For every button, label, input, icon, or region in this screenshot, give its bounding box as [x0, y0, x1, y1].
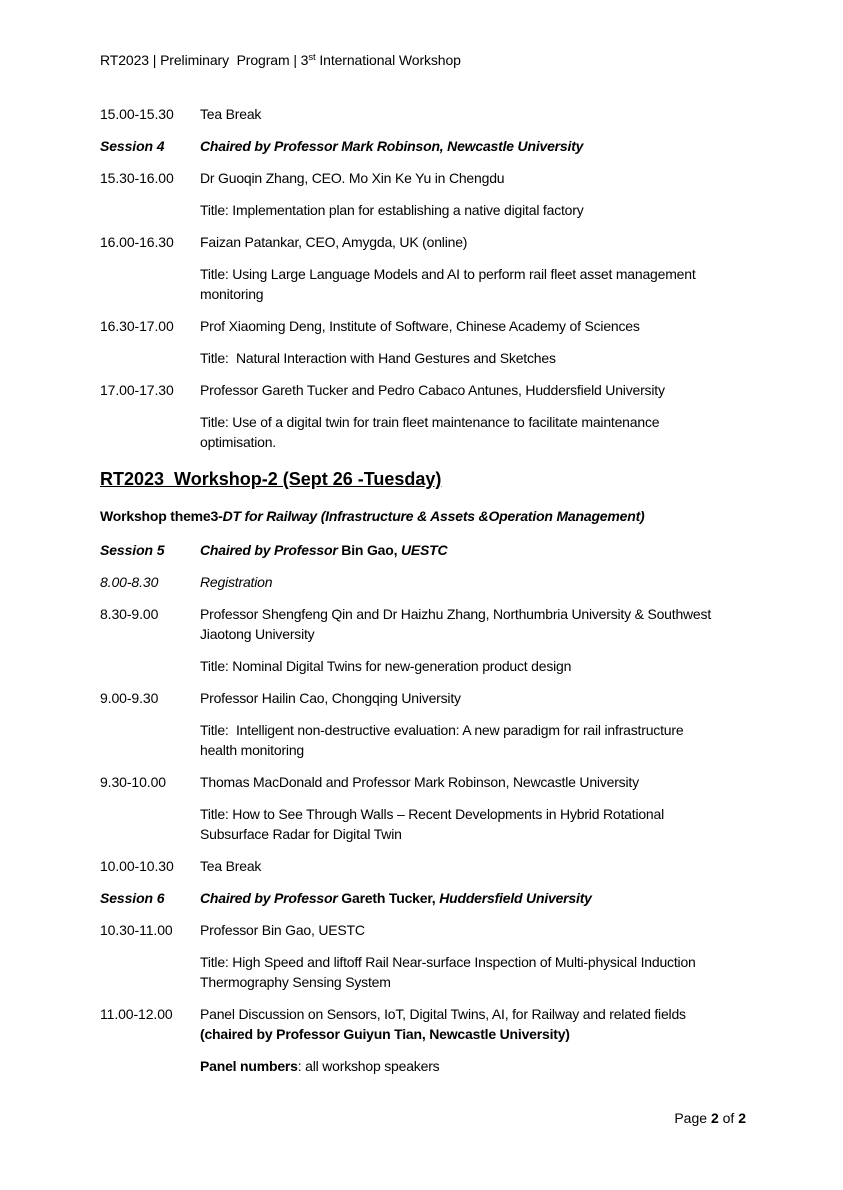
schedule-row: [100, 232, 753, 252]
description-cell: [200, 688, 753, 708]
text-segment: Huddersfield University: [439, 890, 592, 906]
schedule-row: [100, 952, 753, 992]
text-segment: DT for Railway (Infrastructure & Assets &Operation Management): [222, 508, 645, 524]
description-cell: [200, 720, 753, 760]
schedule-row: [100, 136, 753, 156]
text-segment: Title: How to See Through Walls – Recent Developments in Hybrid Rotational: [200, 806, 665, 822]
description-cell: [200, 656, 753, 676]
text-segment: (chaired by Professor Guiyun Tian, Newcastle University): [200, 1026, 570, 1042]
time-cell: Session 4: [100, 138, 165, 154]
description-cell: [200, 104, 753, 124]
schedule-day2: [100, 540, 753, 1076]
time-cell: 11.00-12.00: [100, 1006, 173, 1022]
text-segment: Faizan Patankar, CEO, Amygda, UK (online): [200, 234, 468, 250]
time-cell: Session 6: [100, 890, 165, 906]
time-cell: [100, 656, 200, 676]
description-cell: [200, 1056, 753, 1076]
time-cell: 9.00-9.30: [100, 690, 159, 706]
schedule-row: [100, 316, 753, 336]
time-cell: 16.00-16.30: [100, 234, 174, 250]
description-cell: [200, 604, 753, 644]
text-segment: Title: Use of a digital twin for train fleet maintenance to facilitate maintenance: [200, 414, 660, 430]
text-segment: Workshop theme3-: [100, 508, 223, 524]
description-cell: [200, 572, 753, 592]
text-segment: Page: [674, 1110, 711, 1126]
schedule-row: [100, 380, 753, 400]
description-cell: [200, 772, 753, 792]
time-cell: Session 5: [100, 542, 165, 558]
time-cell: [100, 412, 200, 452]
text-segment: Subsurface Radar for Digital Twin: [200, 826, 402, 842]
text-segment: Professor Shengfeng Qin and Dr Haizhu Zhang, Northumbria University & Southwest: [200, 606, 712, 622]
schedule-row: [100, 200, 753, 220]
description-cell: [200, 540, 753, 560]
schedule-row: [100, 264, 753, 304]
text-segment: Title: Nominal Digital Twins for new-generation product design: [200, 658, 572, 674]
description-cell: [200, 168, 753, 188]
schedule-row: [100, 412, 753, 452]
document-content: [100, 48, 753, 1088]
time-cell: 10.30-11.00: [100, 922, 173, 938]
schedule-row: [100, 888, 753, 908]
text-segment: st: [308, 52, 316, 63]
time-cell: [100, 804, 200, 844]
text-segment: Tea Break: [200, 106, 262, 122]
text-segment: Title: High Speed and liftoff Rail Near-surface Inspection of Multi-physical Induction: [200, 954, 696, 970]
schedule-day1: [100, 104, 753, 452]
description-cell: [200, 920, 753, 940]
description-cell: [200, 952, 753, 992]
schedule-row: [100, 804, 753, 844]
time-cell: 17.00-17.30: [100, 382, 174, 398]
text-segment: Professor Gareth Tucker and Pedro Cabaco Antunes, Huddersfield University: [200, 382, 665, 398]
description-cell: [200, 856, 753, 876]
text-segment: RT2023 | Preliminary Program | 3: [100, 52, 309, 68]
text-segment: Title: Intelligent non-destructive evaluation: A new paradigm for rail infrastructure: [200, 722, 684, 738]
time-cell: 8.30-9.00: [100, 606, 159, 622]
time-cell: 10.00-10.30: [100, 858, 174, 874]
schedule-row: [100, 348, 753, 368]
text-segment: Professor Bin Gao, UESTC: [200, 922, 365, 938]
schedule-row: [100, 688, 753, 708]
description-cell: [200, 804, 753, 844]
time-cell: 15.00-15.30: [100, 106, 174, 122]
text-segment: Thomas MacDonald and Professor Mark Robinson, Newcastle University: [200, 774, 639, 790]
schedule-row: [100, 720, 753, 760]
text-segment: Panel Discussion on Sensors, IoT, Digital Twins, AI, for Railway and related fields: [200, 1006, 686, 1022]
description-cell: [200, 264, 753, 304]
text-segment: Thermography Sensing System: [200, 974, 391, 990]
time-cell: 16.30-17.00: [100, 318, 174, 334]
schedule-row: [100, 540, 753, 560]
time-cell: [100, 720, 200, 760]
text-segment: health monitoring: [200, 742, 304, 758]
time-cell: [100, 952, 200, 992]
text-segment: monitoring: [200, 286, 264, 302]
time-cell: 15.30-16.00: [100, 170, 174, 186]
schedule-row: [100, 920, 753, 940]
text-segment: Registration: [200, 574, 273, 590]
schedule-row: [100, 772, 753, 792]
text-segment: Title: Implementation plan for establishing a native digital factory: [200, 202, 584, 218]
workshop-theme: [100, 506, 753, 526]
schedule-row: [100, 168, 753, 188]
time-cell: [100, 348, 200, 368]
text-segment: Dr Guoqin Zhang, CEO. Mo Xin Ke Yu in Chengdu: [200, 170, 505, 186]
time-cell: 8.00-8.30: [100, 574, 159, 590]
schedule-row: [100, 104, 753, 124]
text-segment: Chaired by Professor Mark Robinson, Newcastle University: [200, 138, 584, 154]
text-segment: Jiaotong University: [200, 626, 315, 642]
text-segment: UESTC: [397, 542, 448, 558]
description-cell: [200, 316, 753, 336]
schedule-row: [100, 572, 753, 592]
text-segment: of: [718, 1110, 739, 1126]
text-segment: Bin Gao,: [341, 542, 398, 558]
text-segment: Chaired by Professor: [200, 890, 342, 906]
text-segment: Professor Hailin Cao, Chongqing University: [200, 690, 461, 706]
schedule-row: [100, 1004, 753, 1044]
text-segment: Panel numbers: [200, 1058, 298, 1074]
description-cell: [200, 888, 753, 908]
text-segment: International Workshop: [315, 52, 461, 68]
description-cell: [200, 348, 753, 368]
schedule-row: [100, 856, 753, 876]
document-header: [100, 48, 753, 70]
text-segment: 2: [738, 1110, 746, 1126]
description-cell: [200, 380, 753, 400]
schedule-row: [100, 1056, 753, 1076]
description-cell: [200, 200, 753, 220]
text-segment: Prof Xiaoming Deng, Institute of Software, Chinese Academy of Sciences: [200, 318, 640, 334]
description-cell: [200, 232, 753, 252]
text-segment: : all workshop speakers: [297, 1058, 440, 1074]
description-cell: [200, 412, 753, 452]
time-cell: [100, 200, 200, 220]
time-cell: [100, 1056, 200, 1076]
text-segment: 2: [710, 1110, 719, 1126]
text-segment: Gareth Tucker,: [341, 890, 440, 906]
description-cell: [200, 1004, 753, 1044]
text-segment: optimisation.: [200, 434, 276, 450]
time-cell: 9.30-10.00: [100, 774, 166, 790]
text-segment: Tea Break: [200, 858, 262, 874]
text-segment: Title: Natural Interaction with Hand Gestures and Sketches: [200, 350, 556, 366]
schedule-row: [100, 656, 753, 676]
schedule-row: [100, 604, 753, 644]
workshop2-heading: RT2023 Workshop-2 (Sept 26 -Tuesday): [100, 469, 442, 489]
time-cell: [100, 264, 200, 304]
text-segment: Chaired by Professor: [200, 542, 342, 558]
page-number: [674, 1108, 746, 1128]
text-segment: Title: Using Large Language Models and AI to perform rail fleet asset management: [200, 266, 696, 282]
description-cell: [200, 136, 753, 156]
